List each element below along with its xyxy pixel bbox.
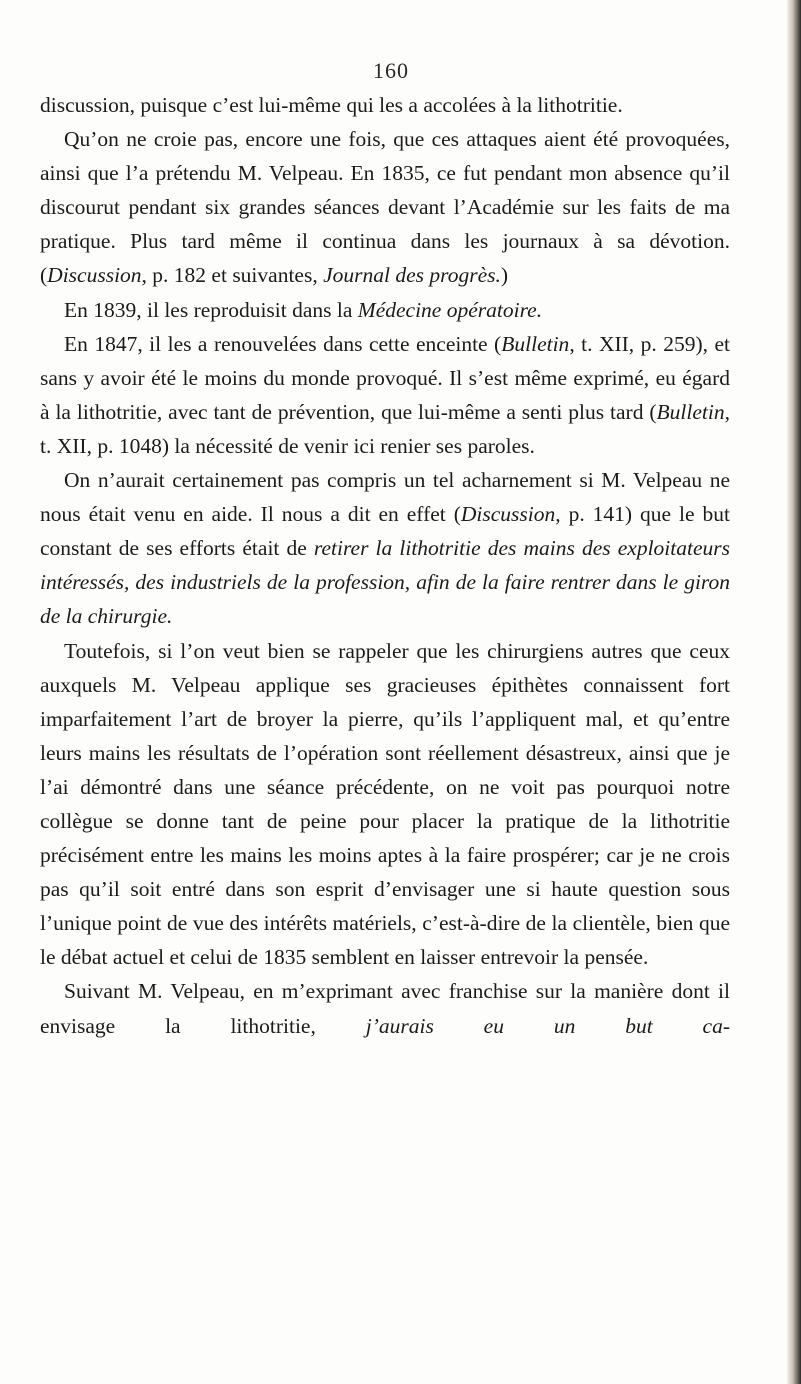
- text-segment: On n’aurait certainement pas compris un tel acharnement si M. Velpeau ne nous était venu en aide. Il nous a dit en effet (: [40, 468, 730, 527]
- text-segment: , t. XII, p. 259), et sans y avoir été le moins du monde provoqué. Il s’est même exprimé, eu égard à la lithotritie, avec tant de prévention, que lui-même a senti plus tard (: [40, 331, 730, 424]
- italic-text-segment: Journal des progrès.: [323, 263, 501, 288]
- text-segment: Suivant M. Velpeau, en m’exprimant avec franchise sur la manière dont il envisage la lithotritie,: [40, 979, 730, 1038]
- paragraph-5: [40, 463, 730, 633]
- page-number: 160: [373, 58, 409, 83]
- italic-text-segment: Bulletin: [501, 331, 570, 356]
- text-segment: En 1847, il les a renouvelées dans cette enceinte (: [64, 331, 502, 356]
- paragraph-1: [40, 88, 730, 122]
- paragraph-3: [40, 293, 730, 327]
- italic-text-segment: Médecine opératoire.: [357, 297, 543, 322]
- paragraph-4: [40, 327, 730, 463]
- italic-text-segment: Bulletin: [656, 399, 725, 424]
- text-segment: En 1839, il les reproduisit dans la: [64, 297, 358, 322]
- page-body: [40, 88, 730, 1043]
- text-segment: ): [500, 263, 509, 288]
- italic-text-segment: retirer la lithotritie des mains des exploitateurs intéressés, des industriels de la profession, afin de la faire rentrer dans le giron de la chirurgie.: [40, 536, 730, 629]
- text-segment: discussion, puisque c’est lui-même qui les a accolées à la lithotritie.: [40, 93, 623, 117]
- paragraph-7: [40, 974, 730, 1042]
- italic-text-segment: Discussion: [47, 263, 142, 288]
- paragraph-2: [40, 122, 730, 292]
- italic-text-segment: Discussion: [460, 502, 556, 527]
- text-segment: , p. 182 et suivantes,: [141, 263, 324, 288]
- italic-text-segment: j’aurais eu un but ca-: [365, 1013, 730, 1038]
- text-segment: Qu’on ne croie pas, encore une fois, que ces attaques aient été provoquées, ainsi que l’a prétendu M. Velpeau. En 1835, ce fut pendant mon absence qu’il discourut pendant six grandes séances devant l’Académie sur les faits de ma pratique. Plus tard même il continua dans les journaux à sa dévotion. (: [40, 127, 730, 288]
- page-binding-edge: [787, 0, 801, 1384]
- paragraph-6: [40, 634, 730, 975]
- text-segment: , t. XII, p. 1048) la nécessité de venir ici renier ses paroles.: [40, 399, 730, 458]
- text-segment: , p. 141) que le but constant de ses efforts était de: [40, 502, 730, 561]
- text-segment: Toutefois, si l’on veut bien se rappeler que les chirurgiens autres que ceux auxquels M. Velpeau applique ses gracieuses épithètes connaissent fort imparfaitement l’art de broyer la pierre, qu’ils l’appliquent mal, et qu’entre leurs mains les résultats de l’opération sont réellement désastreux, ainsi que je l’ai démontré dans une séance précédente, on ne voit pas pourquoi notre collègue se donne tant de peine pour placer la pratique de la lithotritie précisément entre les mains les moins aptes à la faire prospérer; car je ne crois pas qu’il soit entré dans son esprit d’envisager une si haute question sous l’unique point de vue des intérêts matériels, c’est-à-dire de la clientèle, bien que le débat actuel et celui de 1835 semblent en laisser entrevoir la pensée.: [40, 638, 730, 970]
